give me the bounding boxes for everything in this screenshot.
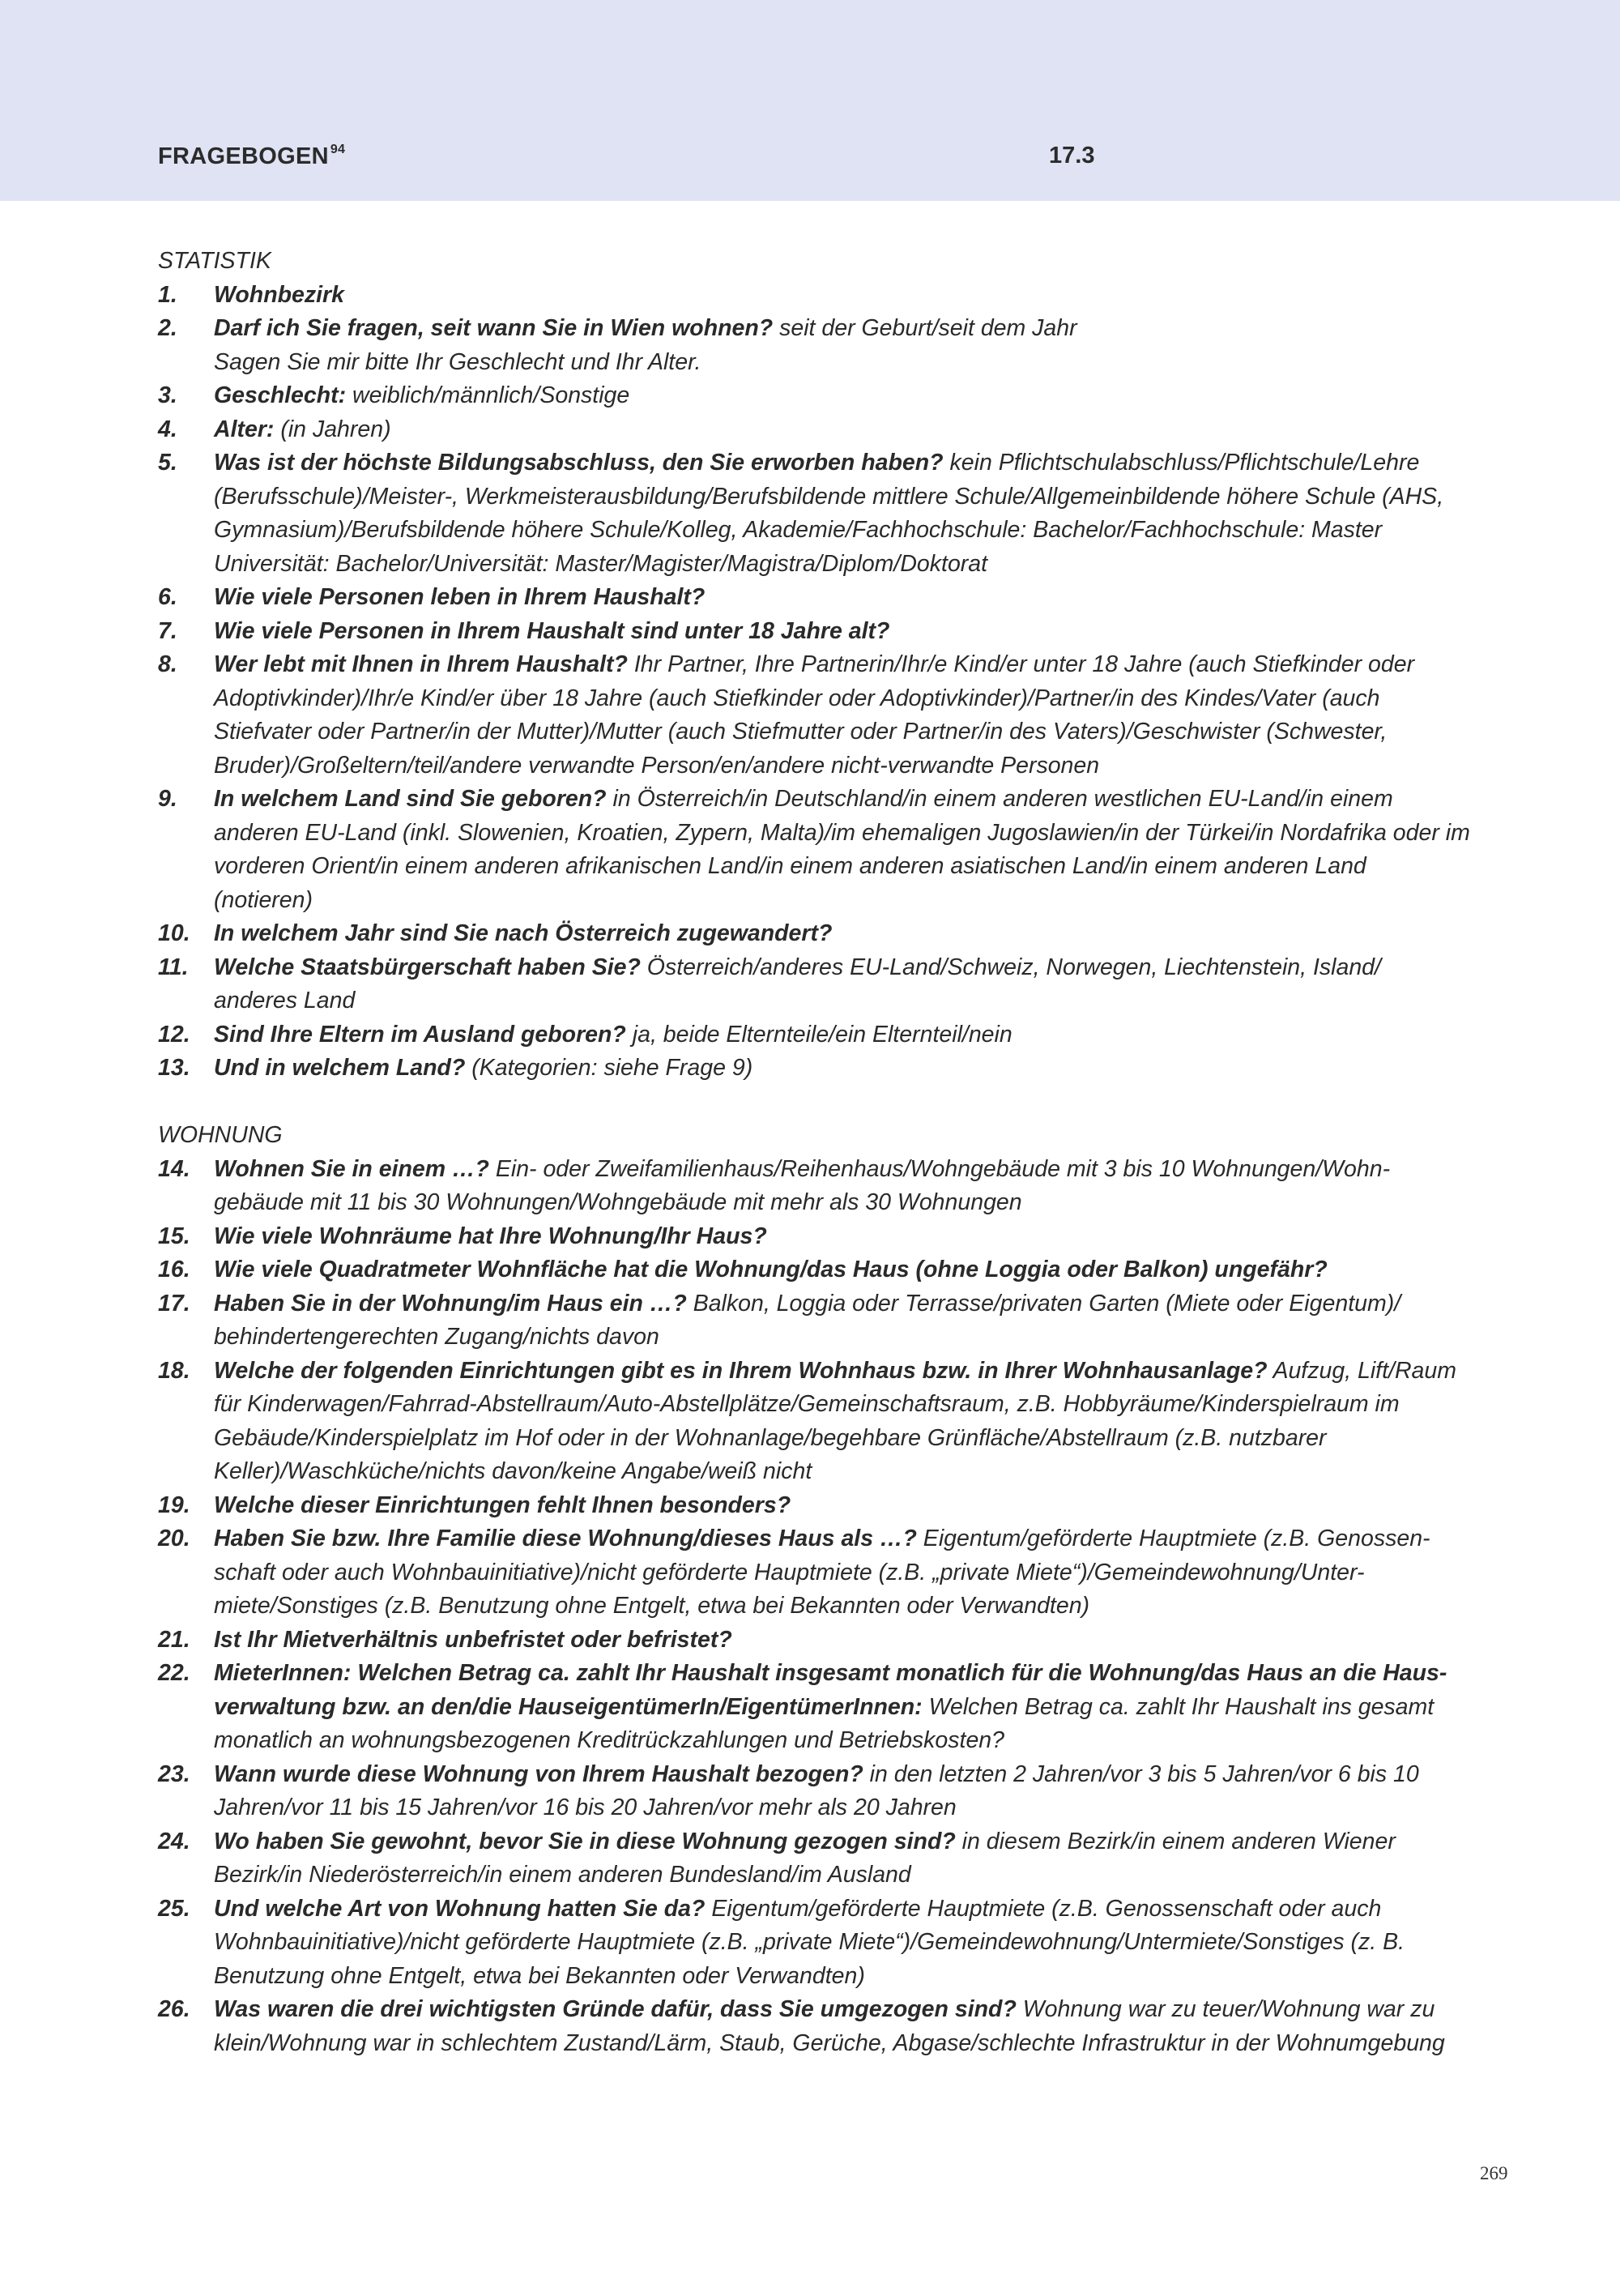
answer-options: Österreich/anderes EU-Land/Schweiz, Norwegen, Liechtenstein, Island/ anderes Land xyxy=(214,954,1381,1014)
question-item xyxy=(158,1052,1470,1086)
answer-options: (in Jahren) xyxy=(274,416,391,442)
question-note: Sagen Sie mir bitte Ihr Geschlecht und Ihr Alter. xyxy=(214,348,701,375)
question-item xyxy=(158,1287,1470,1355)
question-item xyxy=(158,1153,1470,1220)
answer-options: in Österreich/in Deutschland/in einem anderen westlichen EU-Land/in einem anderen EU-Land (inkl. Slowenien, Kroatien, Zypern, Malta)/im ehemaligen Jugoslawien/in der Türkei/in Nordafrika oder im vorderen Orient/in einem anderen afrikanischen Land/in einem anderen asiatischen Land/in einem anderen Land (notieren) xyxy=(214,786,1470,913)
answer-options: Ihr Partner, Ihre Partnerin/Ihr/e Kind/er unter 18 Jahre (auch Stiefkinder oder Adoptivkinder)/Ihr/e Kind/er über 18 Jahre (auch Stiefkinder oder Adoptivkinder)/Partner/in des Kindes/Vater (auch Stiefvater oder Partner/in der Mutter)/Mutter (auch Stiefmutter oder Partner/in des Vaters)/Geschwister (Schwester, Bruder)/Großeltern/teil/andere verwandte Person/en/andere nicht-verwandte Personen xyxy=(214,651,1415,779)
question-item xyxy=(158,1253,1470,1287)
question-item xyxy=(158,1018,1470,1052)
answer-options: Balkon, Loggia oder Terrasse/privaten Garten (Miete oder Eigentum)/ behindertengerechten Zugang/nichts davon xyxy=(214,1290,1401,1350)
question-text: Haben Sie in der Wohnung/im Haus ein …? xyxy=(214,1290,687,1317)
question-number: 3. xyxy=(158,382,177,408)
question-text: Haben Sie bzw. Ihre Familie diese Wohnung/dieses Haus als …? xyxy=(214,1526,917,1551)
question-text: Wann wurde diese Wohnung von Ihrem Haushalt bezogen? xyxy=(214,1760,863,1787)
answer-options: Aufzug, Lift/Raum für Kinderwagen/Fahrrad-Abstellraum/Auto-Abstellplätze/Gemeinschaftsraum, z.B. Hobbyräume/Kinderspielraum im Gebäude/Kinderspielplatz im Hof oder in der Wohnanlage/begehbare Grünfläche/Abstellraum (z.B. nutzbarer Keller)/Waschküche/nichts davon/keine Angabe/weiß nicht xyxy=(214,1357,1456,1484)
question-text: Und welche Art von Wohnung hatten Sie da? xyxy=(214,1895,706,1922)
question-number: 7. xyxy=(158,617,177,644)
question-number: 12. xyxy=(158,1021,190,1048)
page-number: 269 xyxy=(1480,2163,1508,2183)
question-number: 18. xyxy=(158,1357,190,1384)
question-item xyxy=(158,279,1470,313)
answer-options: Wohnung war zu teuer/Wohnung war zu klein/Wohnung war in schlechtem Zustand/Lärm, Staub, Gerüche, Abgase/schlechte Infrastruktur in der Wohnumgebung xyxy=(214,1996,1445,2056)
header-band xyxy=(0,0,1620,201)
answer-options: Ein- oder Zweifamilienhaus/Reihenhaus/Wohngebäude mit 3 bis 10 Wohnungen/Wohn-gebäude mit 11 bis 30 Wohnungen/Wohngebäude mit mehr als 30 Wohnungen xyxy=(214,1155,1391,1215)
question-text: Wohnbezirk xyxy=(214,281,344,308)
question-text: Was ist der höchste Bildungsabschluss, den Sie erworben haben? xyxy=(214,450,944,476)
answer-options: seit der Geburt/seit dem Jahr xyxy=(773,315,1077,341)
questionnaire-body xyxy=(158,245,1470,2060)
question-text: Was waren die drei wichtigsten Gründe dafür, dass Sie umgezogen sind? xyxy=(214,1996,1017,2022)
question-number: 20. xyxy=(158,1526,190,1551)
answer-options: in den letzten 2 Jahren/vor 3 bis 5 Jahren/vor 6 bis 10 Jahren/vor 11 bis 15 Jahren/vor 16 bis 20 Jahren/vor mehr als 20 Jahren xyxy=(214,1760,1419,1820)
question-text: Sind Ihre Eltern im Ausland geboren? xyxy=(214,1021,626,1048)
question-text: Welche dieser Einrichtungen fehlt Ihnen besonders? xyxy=(214,1492,791,1518)
answer-options: kein Pflichtschulabschluss/Pflichtschule/Lehre (Berufsschule)/Meister-, Werkmeisterausbildung/Berufsbildende mittlere Schule/Allgemeinbildende höhere Schule (AHS, Gymnasium)/Berufsbildende höhere Schule/Kolleg, Akademie/Fachhochschule: Bachelor/Fachhochschule: Master Universität: Bachelor/Universität: Master/Magister/Magistra/Diplom/Doktorat xyxy=(214,450,1444,577)
question-item xyxy=(158,1522,1470,1624)
question-item xyxy=(158,1624,1470,1658)
question-item xyxy=(158,446,1470,581)
question-number: 2. xyxy=(158,315,177,341)
question-item xyxy=(158,1758,1470,1825)
question-number: 8. xyxy=(158,651,177,677)
question-item xyxy=(158,379,1470,413)
question-text: Welche der folgenden Einrichtungen gibt es in Ihrem Wohnhaus bzw. in Ihrer Wohnhausanlage? xyxy=(214,1357,1268,1384)
question-number: 15. xyxy=(158,1223,190,1249)
question-number: 5. xyxy=(158,450,177,476)
question-text: Und in welchem Land? xyxy=(214,1055,466,1081)
question-text: Wo haben Sie gewohnt, bevor Sie in diese Wohnung gezogen sind? xyxy=(214,1828,956,1854)
chapter-number: 17.3 xyxy=(1049,143,1095,169)
question-item xyxy=(158,648,1470,783)
question-number: 25. xyxy=(158,1895,190,1922)
question-text: In welchem Jahr sind Sie nach Österreich zugewandert? xyxy=(214,920,833,946)
question-item xyxy=(158,1993,1470,2060)
question-text: Ist Ihr Mietverhältnis unbefristet oder befristet? xyxy=(214,1626,732,1653)
question-item xyxy=(158,1893,1470,1994)
question-text: Wohnen Sie in einem …? xyxy=(214,1155,489,1182)
question-number: 4. xyxy=(158,416,177,442)
answer-options: in diesem Bezirk/in einem anderen Wiener Bezirk/in Niederösterreich/in einem anderen Bundesland/im Ausland xyxy=(214,1828,1396,1888)
question-item xyxy=(158,1355,1470,1489)
section-gap xyxy=(158,1086,1470,1120)
question-item xyxy=(158,413,1470,447)
question-item xyxy=(158,783,1470,917)
question-text: Welche Staatsbürgerschaft haben Sie? xyxy=(214,954,641,980)
question-text: MieterInnen: Welchen Betrag ca. zahlt Ihr Haushalt insgesamt monatlich für die Wohnung/das Haus an die Haus-verwaltung bzw. an den/die HauseigentümerIn/EigentümerInnen: xyxy=(214,1660,1447,1720)
question-number: 21. xyxy=(158,1626,190,1653)
answer-options: (Kategorien: siehe Frage 9) xyxy=(465,1055,753,1081)
question-item xyxy=(158,1825,1470,1893)
question-number: 26. xyxy=(158,1996,190,2022)
question-item xyxy=(158,1489,1470,1523)
answer-options: weiblich/männlich/Sonstige xyxy=(346,382,630,408)
question-item xyxy=(158,312,1470,379)
question-number: 24. xyxy=(158,1828,190,1854)
question-text: Wie viele Personen in Ihrem Haushalt sind unter 18 Jahre alt? xyxy=(214,617,890,644)
question-number: 22. xyxy=(158,1660,190,1686)
question-number: 9. xyxy=(158,786,177,812)
question-text: Darf ich Sie fragen, seit wann Sie in Wien wohnen? xyxy=(214,315,774,341)
question-text: Alter: xyxy=(214,416,275,442)
question-number: 10. xyxy=(158,920,190,946)
question-item xyxy=(158,615,1470,649)
question-text: Wer lebt mit Ihnen in Ihrem Haushalt? xyxy=(214,651,628,677)
question-item xyxy=(158,1220,1470,1254)
question-text: Wie viele Personen leben in Ihrem Haushalt? xyxy=(214,584,706,610)
page-title: FRAGEBOGEN $^{94}$ xyxy=(158,143,346,169)
section-title: STATISTIK xyxy=(158,248,271,274)
answer-options: Eigentum/geförderte Hauptmiete (z.B. Genossenschaft oder auch Wohnbauinitiative)/nicht geförderte Hauptmiete (z.B. „private Miete“)/Gemeindewohnung/Untermiete/Sonstiges (z. B. Benutzung ohne Entgelt, etwa bei Bekannten oder Verwandten) xyxy=(214,1895,1405,1989)
question-text: In welchem Land sind Sie geboren? xyxy=(214,786,607,812)
question-number: 16. xyxy=(158,1257,190,1282)
question-text: Wie viele Quadratmeter Wohnfläche hat die Wohnung/das Haus (ohne Loggia oder Balkon) ungefähr? xyxy=(214,1257,1328,1282)
answer-options: Eigentum/geförderte Hauptmiete (z.B. Genossen-schaft oder auch Wohnbauinitiative)/nicht geförderte Hauptmiete (z.B. „private Miete“)/Gemeindewohnung/Unter-miete/Sonstiges (z.B. Benutzung ohne Entgelt, etwa bei Bekannten oder Verwandten) xyxy=(214,1526,1430,1619)
question-number: 19. xyxy=(158,1492,190,1518)
question-number: 23. xyxy=(158,1760,190,1787)
answer-options: ja, beide Elternteile/ein Elternteil/nein xyxy=(625,1021,1013,1048)
question-text: Wie viele Wohnräume hat Ihre Wohnung/Ihr Haus? xyxy=(214,1223,767,1249)
question-item xyxy=(158,581,1470,615)
question-text: Geschlecht: xyxy=(214,382,347,408)
section-title: WOHNUNG xyxy=(158,1122,283,1148)
question-item xyxy=(158,1657,1470,1758)
question-number: 6. xyxy=(158,584,177,610)
answer-options: Welchen Betrag ca. zahlt Ihr Haushalt ins gesamt monatlich an wohnungsbezogenen Kreditrückzahlungen und Betriebskosten? xyxy=(214,1693,1435,1753)
question-item xyxy=(158,917,1470,951)
question-number: 13. xyxy=(158,1055,190,1081)
question-number: 17. xyxy=(158,1290,190,1317)
question-number: 14. xyxy=(158,1155,190,1182)
footnote-marker: 94 xyxy=(330,143,346,156)
question-item xyxy=(158,951,1470,1018)
question-number: 1. xyxy=(158,281,177,308)
question-number: 11. xyxy=(158,954,189,980)
